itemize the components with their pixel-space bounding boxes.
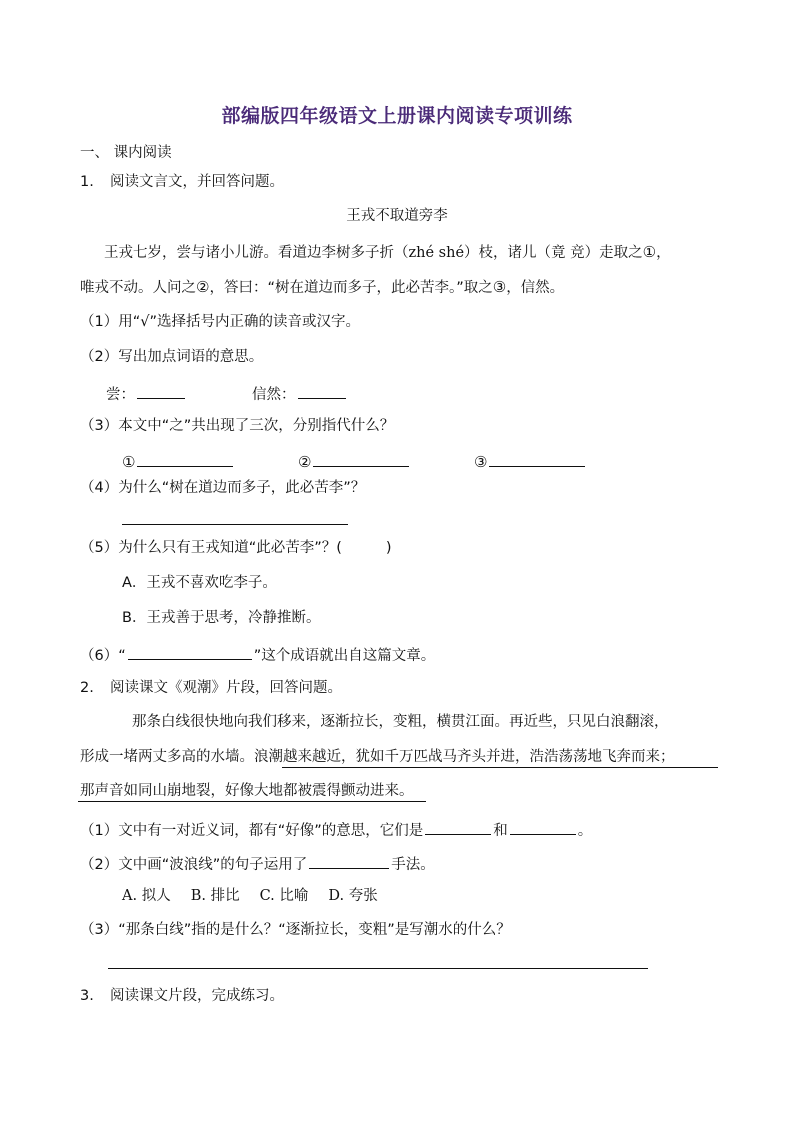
q2-sub3: （3）“那条白线”指的是什么？“逐渐拉长，变粗”是写潮水的什么？ [80,922,511,938]
section-heading: 一、 课内阅读 [80,145,172,161]
q1-sub4: （4）为什么“树在道边而多子，此必苦李”？ [80,480,366,496]
question-text: 和 [493,823,508,839]
circle-marker-3: ③ [474,453,488,471]
answer-line[interactable] [108,968,648,969]
q1-sub5-option-a[interactable]: A．王戎不喜欢吃李子。 [122,575,277,591]
question-2-instruction: 阅读课文《观潮》片段，回答问题。 [110,680,342,696]
q1-sub5 [80,538,392,558]
question-3-number: 3. [80,988,94,1004]
q1-sub3: （3）本文中“之”共出现了三次，分别指代什么？ [80,418,395,434]
wavy-underlined-text: 浪潮越来越近，犹如千万匹战马齐头并进，浩浩荡荡地飞奔而来； [254,749,675,765]
pinyin-options: zhé shé [408,245,465,261]
answer-blank[interactable] [298,382,346,399]
passage2-line-3: 那声音如同山崩地裂，好像大地都被震得颤动进来。 [80,783,414,799]
answer-line[interactable] [122,524,348,525]
passage-text: 王戎七岁，尝与诸小儿游。看道边李树多子折（ [104,245,409,261]
question-1-instruction: 阅读文言文，并回答问题。 [110,174,284,190]
passage-line-1 [104,242,671,263]
circle-marker-2: ② [196,278,210,296]
q1-sub2-answer-b [252,382,348,405]
answer-blank[interactable] [313,450,409,467]
passage2-line-1: 那条白线很快地向我们移来，逐渐拉长，变粗，横贯江面。再近些，只见白浪翻滚， [132,714,669,730]
passage-text: ， [656,245,671,261]
passage-title: 王戎不取道旁李 [346,208,448,224]
question-1-number: 1. [80,174,94,190]
passage-text: ，答曰：“树在道边而多子，此必苦李。”取之 [209,280,493,296]
q1-sub3-answer-2 [298,450,411,473]
q1-sub6 [80,643,435,666]
option-d[interactable]: D. 夸张 [328,888,378,904]
circle-marker-3: ③ [492,278,507,296]
underline [282,767,718,768]
answer-label: 信然： [252,387,296,403]
option-c[interactable]: C. 比喻 [259,888,309,904]
q1-sub2-answer-a [106,382,187,405]
answer-blank[interactable] [425,818,491,835]
question-text: （2）文中画“波浪线”的句子运用了 [80,857,308,873]
answer-label: 尝： [106,387,135,403]
question-text: 。 [577,823,593,839]
q2-sub2-options [122,886,398,906]
question-text: （6）“ [80,648,126,664]
q1-sub3-answer-3 [474,450,587,473]
circle-marker-1: ① [122,453,136,471]
question-text: （1）文中有一对近义词，都有“好像”的意思，它们是 [80,823,424,839]
question-3-instruction: 阅读课文片段，完成练习。 [110,988,284,1004]
passage-text: 形成一堵两丈多高的水墙。 [80,749,254,765]
answer-blank[interactable] [510,818,576,835]
q1-sub1: （1）用“√”选择括号内正确的读音或汉字。 [80,314,360,330]
q1-sub2: （2）写出加点词语的意思。 [80,349,264,365]
question-text: （5）为什么只有王戎知道“此必苦李”？( [80,540,342,556]
page-title: 部编版四年级语文上册课内阅读专项训练 [221,105,573,127]
option-a[interactable]: A. 拟人 [122,888,171,904]
passage2-line-2 [80,747,675,767]
passage-text: 唯戎不动。人问之 [80,280,196,296]
circle-marker-2: ② [298,453,312,471]
question-text: ”这个成语就出自这篇文章。 [253,648,436,664]
passage-text: ）枝，诸儿（竟 竞）走取之 [464,245,643,261]
circle-marker-1: ① [642,243,657,261]
q2-sub1 [80,818,592,841]
passage-line-2 [80,277,564,298]
answer-blank[interactable] [309,852,389,869]
question-text: 手法。 [391,857,435,873]
q2-sub2 [80,852,435,875]
answer-blank[interactable] [137,382,185,399]
answer-blank[interactable] [137,450,233,467]
underline [78,801,426,802]
answer-blank[interactable] [489,450,585,467]
q1-sub5-option-b[interactable]: B．王戎善于思考，冷静推断。 [122,610,321,626]
option-b[interactable]: B. 排比 [190,888,240,904]
question-text: ) [385,540,392,556]
passage-text: ，信然。 [506,280,565,296]
q1-sub3-answer-1 [122,450,235,473]
question-2-number: 2. [80,680,94,696]
answer-blank[interactable] [128,643,252,660]
